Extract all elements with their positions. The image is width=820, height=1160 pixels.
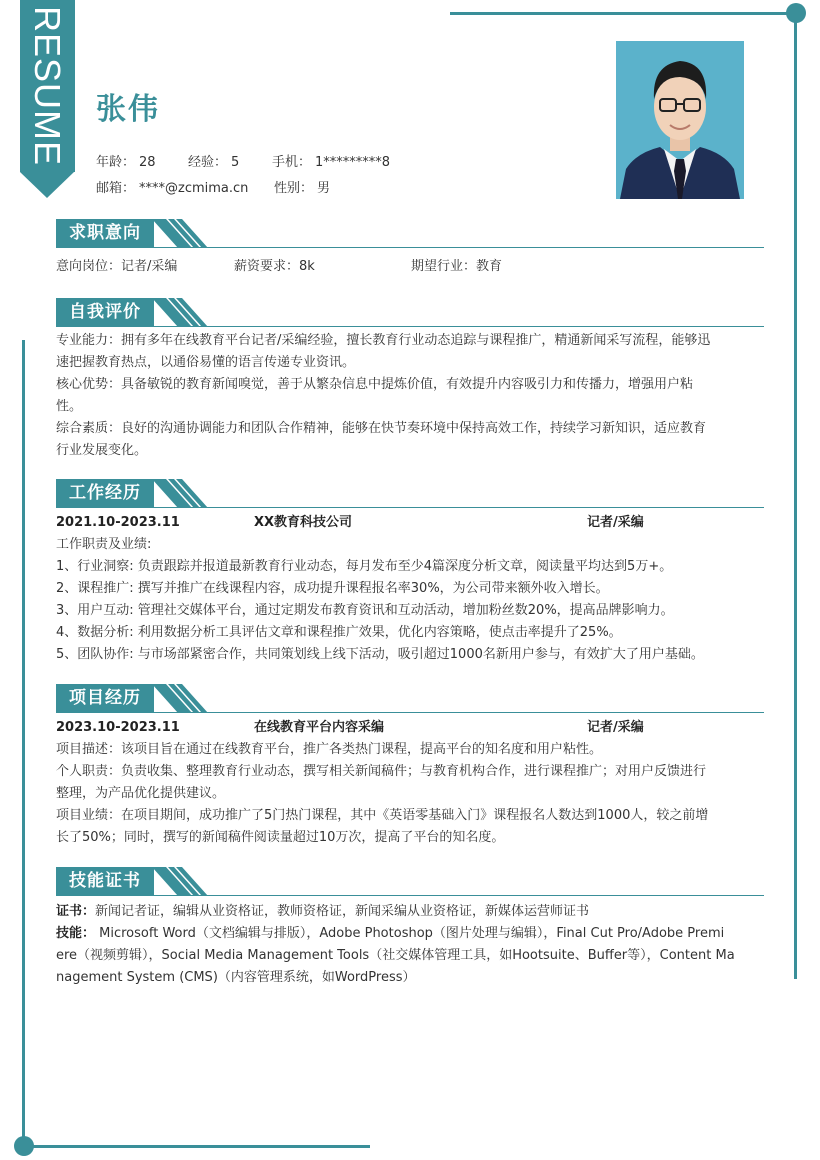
work-item: 2、课程推广: 撰写并推广在线课程内容，成功提升课程报名率30%，为公司带来额外收入增长。 <box>56 581 609 596</box>
email-field <box>96 177 248 196</box>
left-decor-line <box>22 340 25 1148</box>
bottom-decor-dot <box>14 1136 34 1156</box>
section-stripes-decor <box>152 219 212 248</box>
section-rule <box>56 507 764 508</box>
section-job-intent <box>56 219 764 278</box>
work-company: XX教育科技公司 <box>254 515 353 530</box>
section-header <box>56 298 764 328</box>
experience-field <box>188 151 239 170</box>
section-header <box>56 479 764 509</box>
phone-field <box>272 151 390 170</box>
project-line: 个人职责：负责收集、整理教育行业动态，撰写相关新闻稿件；与教育机构合作，进行课程推广；对用户反馈进行 <box>56 764 707 779</box>
section-rule <box>56 895 764 896</box>
experience-label: 经验： <box>188 155 228 170</box>
avatar-illustration <box>616 41 744 199</box>
section-stripes-decor <box>152 298 212 327</box>
phone-label: 手机： <box>272 155 312 170</box>
project-line: 项目业绩：在项目期间，成功推广了5门热门课程，其中《英语零基础入门》课程报名人数达到1000人，较之前增 <box>56 808 709 823</box>
intent-row <box>56 256 764 278</box>
project-period: 2023.10-2023.11 <box>56 720 180 735</box>
section-project-experience <box>56 684 764 849</box>
skill-text-1: Microsoft Word（文档编辑与排版），Adobe Photoshop（图片处理与编辑），Final Cut Pro/Adobe Premi <box>95 926 725 941</box>
section-stripes-decor <box>152 479 212 508</box>
skill-line <box>56 923 764 945</box>
work-entry-header <box>56 512 764 534</box>
candidate-name: 张伟 <box>96 92 160 127</box>
self-eval-line: 速把握教育热点，以通俗易懂的语言传递专业资讯。 <box>56 355 356 370</box>
age-label: 年龄： <box>96 155 136 170</box>
work-role: 记者/采编 <box>587 515 644 530</box>
gender-field <box>274 177 330 196</box>
phone-value: 1*********8 <box>315 155 391 170</box>
email-value: ****@zcmima.cn <box>139 181 249 196</box>
email-label: 邮箱： <box>96 181 136 196</box>
section-title: 项目经历 <box>69 688 141 708</box>
resume-ribbon-tail <box>20 172 74 198</box>
cert-label: 证书： <box>56 904 96 919</box>
work-item: 1、行业洞察: 负责跟踪并报道最新教育行业动态，每月发布至少4篇深度分析文章，阅读量平均达到5万+。 <box>56 559 673 574</box>
section-stripes-decor <box>152 684 212 713</box>
self-eval-line: 综合素质：良好的沟通协调能力和团队合作精神，能够在快节奏环境中保持高效工作，持续学习新知识，适应教育 <box>56 421 707 436</box>
section-rule <box>56 712 764 713</box>
right-decor-line <box>794 14 797 979</box>
self-eval-line: 核心优势：具备敏锐的教育新闻嗅觉，善于从繁杂信息中提炼价值，有效提升内容吸引力和传播力，增强用户粘 <box>56 377 694 392</box>
project-line: 整理，为产品优化提供建议。 <box>56 786 226 801</box>
skill-label: 技能： <box>56 926 96 941</box>
project-line: 长了50%；同时，撰写的新闻稿件阅读量超过10万次，提高了平台的知名度。 <box>56 830 505 845</box>
work-period: 2021.10-2023.11 <box>56 515 180 530</box>
project-entry-header <box>56 717 764 739</box>
self-eval-line: 行业发展变化。 <box>56 443 148 458</box>
resume-ribbon-text: RESUME <box>27 5 69 167</box>
cert-line <box>56 901 764 923</box>
work-item: 4、数据分析: 利用数据分析工具评估文章和课程推广效果，优化内容策略，使点击率提升了25%。 <box>56 625 622 640</box>
work-item: 3、用户互动: 管理社交媒体平台，通过定期发布教育资讯和互动活动，增加粉丝数20%，提高品牌影响力。 <box>56 603 674 618</box>
project-role: 记者/采编 <box>587 720 644 735</box>
gender-label: 性别： <box>274 181 314 196</box>
self-eval-body <box>56 330 764 462</box>
section-title: 求职意向 <box>69 223 141 243</box>
section-self-evaluation <box>56 298 764 462</box>
gender-value: 男 <box>317 181 331 196</box>
intent-salary: 薪资要求：8k <box>234 259 315 274</box>
section-header <box>56 684 764 714</box>
cert-text: 新闻记者证，编辑从业资格证，教师资格证，新闻采编从业资格证，新媒体运营师证书 <box>95 904 590 919</box>
section-work-experience <box>56 479 764 666</box>
section-title: 技能证书 <box>69 871 141 891</box>
section-title: 工作经历 <box>69 483 141 503</box>
intent-position: 意向岗位：记者/采编 <box>56 259 178 274</box>
profile-photo <box>616 41 744 199</box>
section-stripes-decor <box>152 867 212 896</box>
section-header <box>56 219 764 249</box>
resume-ribbon-label <box>20 0 75 172</box>
section-header <box>56 867 764 897</box>
self-eval-line: 专业能力：拥有多年在线教育平台记者/采编经验，擅长教育行业动态追踪与课程推广，精通新闻采写流程，能够迅 <box>56 333 711 348</box>
work-item: 5、团队协作: 与市场部紧密合作，共同策划线上线下活动，吸引超过1000名新用户参与，有效扩大了用户基础。 <box>56 647 704 662</box>
project-line: 项目描述：该项目旨在通过在线教育平台，推广各类热门课程，提高平台的知名度和用户粘性。 <box>56 742 603 757</box>
project-name: 在线教育平台内容采编 <box>254 720 385 735</box>
skill-text-2: ere（视频剪辑），Social Media Management Tools（社交媒体管理工具，如Hootsuite、Buffer等），Content Ma <box>56 948 735 963</box>
section-rule <box>56 326 764 327</box>
skill-text-3: nagement System (CMS)（内容管理系统，如WordPress） <box>56 970 416 985</box>
age-field <box>96 151 156 170</box>
bottom-decor-line <box>22 1145 370 1148</box>
experience-value: 5 <box>231 155 240 170</box>
section-skills-certificates <box>56 867 764 989</box>
intent-industry: 期望行业：教育 <box>411 259 503 274</box>
work-subtitle: 工作职责及业绩: <box>56 537 152 552</box>
top-decor-line <box>450 12 796 15</box>
section-rule <box>56 247 764 248</box>
section-title: 自我评价 <box>69 302 141 322</box>
self-eval-line: 性。 <box>56 399 83 414</box>
age-value: 28 <box>139 155 156 170</box>
